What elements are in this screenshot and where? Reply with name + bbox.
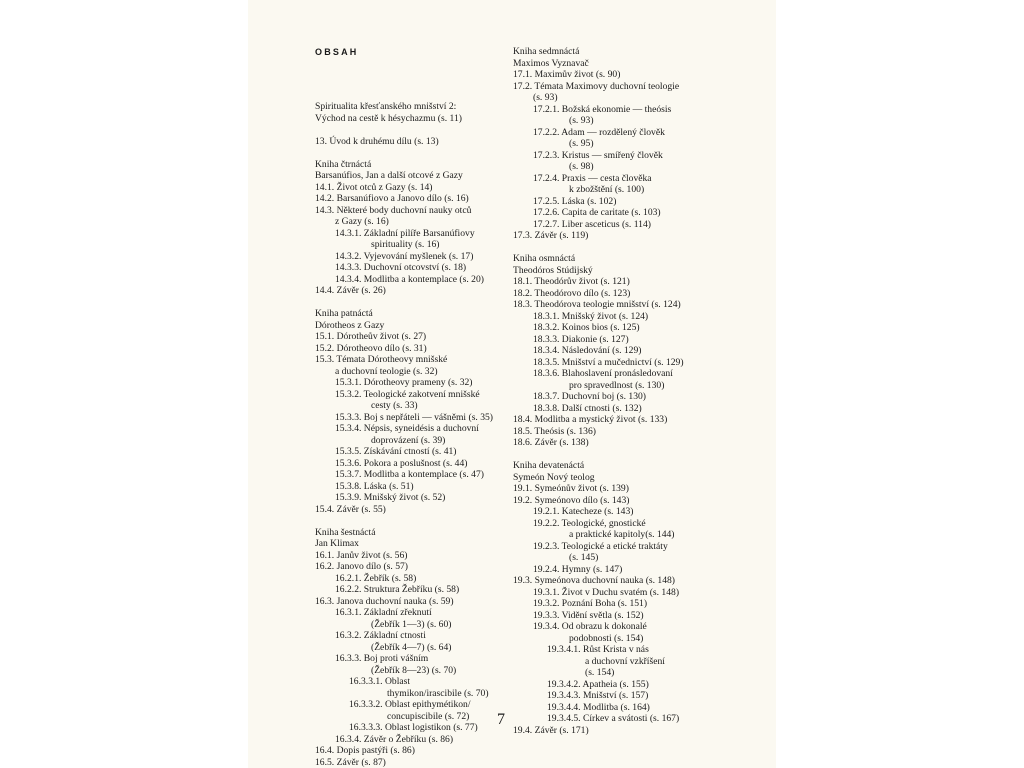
toc-entry: concupiscibile (s. 72)	[387, 710, 470, 722]
toc-entry: a duchovní teologie (s. 32)	[335, 365, 438, 377]
toc-entry: 18.2. Theodórovo dílo (s. 123)	[513, 287, 631, 299]
toc-entry: Kniha sedmnáctá	[513, 46, 580, 57]
toc-entry: 18.1. Theodórův život (s. 121)	[513, 276, 630, 287]
toc-entry: spirituality (s. 16)	[371, 239, 440, 250]
toc-entry: 15.3. Témata Dórotheovy mnišské	[315, 354, 448, 365]
toc-entry: Východ na cestě k hésychazmu (s. 11)	[315, 112, 462, 124]
page-number: 7	[497, 711, 505, 728]
toc-entry: 17.2. Témata Maximovy duchovní teologie	[513, 80, 680, 92]
toc-entry: 14.3. Některé body duchovní nauky otců	[315, 204, 472, 216]
toc-entry: 17.2.6. Capita de caritate (s. 103)	[533, 207, 661, 218]
toc-entry: Kniha patnáctá	[315, 308, 373, 319]
toc-entry: 16.2.1. Žebřík (s. 58)	[335, 572, 417, 584]
toc-entry: Maximos Vyznavač	[513, 57, 589, 69]
toc-entry: 14.3.1. Základní pilíře Barsanúfiovy	[335, 227, 475, 239]
toc-entry: 14.3.2. Vyjevování myšlenek (s. 17)	[335, 250, 474, 262]
toc-entry: 19.3.4. Od obrazu k dokonalé	[533, 621, 647, 632]
toc-entry: 17.3. Závěr (s. 119)	[513, 230, 589, 241]
toc-entry: a praktické kapitoly(s. 144)	[569, 529, 675, 540]
toc-entry: 18.3. Theodórova teologie mnišství (s. 124)	[513, 299, 681, 310]
toc-entry: 18.3.1. Mnišský život (s. 124)	[533, 310, 649, 322]
toc-entry: 15.3.5. Získávání ctností (s. 41)	[335, 446, 457, 457]
toc-entry: thymikon/irascibile (s. 70)	[387, 687, 489, 699]
toc-entry: (s. 95)	[569, 138, 594, 149]
toc-entry: 17.1. Maximův život (s. 90)	[513, 69, 621, 80]
toc-entry: 14.3.3. Duchovní otcovství (s. 18)	[335, 262, 467, 273]
toc-entry: 18.3.4. Následování (s. 129)	[533, 345, 642, 356]
toc-entry: 18.3.3. Diakonie (s. 127)	[533, 333, 629, 345]
toc-entry: cesty (s. 33)	[371, 400, 418, 411]
spacer	[315, 515, 515, 527]
spacer	[315, 297, 515, 309]
toc-entry: 19.3.2. Poznání Boha (s. 151)	[533, 598, 648, 609]
toc-entry: 16.4. Dopis pastýři (s. 86)	[315, 745, 415, 756]
toc-entry: (s. 93)	[569, 115, 594, 126]
spacer	[315, 124, 515, 136]
toc-entry: 18.6. Závěr (s. 138)	[513, 437, 589, 448]
toc-entry: 19.3.3. Vidění světla (s. 152)	[533, 609, 644, 621]
toc-entry: 17.2.1. Božská ekonomie — theósis	[533, 103, 672, 115]
toc-entry: 14.2. Barsanúfiovo a Janovo dílo (s. 16)	[315, 193, 469, 204]
toc-entry: Symeón Nový teolog	[513, 471, 595, 483]
toc-entry: k zbožštění (s. 100)	[569, 184, 645, 195]
toc-entry: Kniha šestnáctá	[315, 526, 376, 538]
toc-entry: Kniha osmnáctá	[513, 253, 576, 264]
toc-entry: 18.3.2. Koinos bios (s. 125)	[533, 322, 640, 333]
toc-entry: 19.3.4.2. Apatheia (s. 155)	[547, 678, 649, 690]
toc-entry: 17.2.5. Láska (s. 102)	[533, 195, 617, 207]
toc-entry: Theodóros Stúdijský	[513, 264, 593, 276]
toc-entry: 19.3.4.1. Růst Krista v nás	[547, 644, 649, 655]
toc-entry: 16.3.1. Základní zřeknutí	[335, 607, 432, 618]
toc-entry: 19.3. Symeónova duchovní nauka (s. 148)	[513, 575, 676, 586]
toc-entry: Kniha čtrnáctá	[315, 158, 372, 170]
toc-entry: 19.3.1. Život v Duchu svatém (s. 148)	[533, 586, 680, 598]
toc-entry: (s. 154)	[585, 667, 615, 678]
toc-entry: 16.3.2. Základní ctnosti	[335, 630, 426, 641]
toc-entry: 16.3. Janova duchovní nauka (s. 59)	[315, 595, 454, 607]
toc-entry: 15.3.9. Mnišský život (s. 52)	[335, 492, 446, 503]
toc-entry: 15.4. Závěr (s. 55)	[315, 503, 386, 515]
toc-entry: 18.3.8. Další ctnosti (s. 132)	[533, 402, 642, 414]
toc-entry: 18.4. Modlitba a mystický život (s. 133)	[513, 414, 668, 425]
toc-entry: (s. 93)	[533, 92, 558, 103]
spacer	[315, 147, 515, 159]
toc-entry: 15.3.8. Láska (s. 51)	[335, 480, 414, 492]
toc-entry: 16.3.3.2. Oblast epithymétikon/	[349, 699, 471, 710]
toc-entry: 15.2. Dórotheovo dílo (s. 31)	[315, 342, 427, 354]
toc-entry: Barsanúfios, Jan a další otcové z Gazy	[315, 170, 463, 181]
toc-entry: 19.4. Závěr (s. 171)	[513, 724, 589, 736]
toc-entry: 19.3.4.3. Mnišství (s. 157)	[547, 690, 649, 701]
toc-entry: (s. 145)	[569, 552, 599, 563]
toc-entry: 19.2.2. Teologické, gnostické	[533, 517, 646, 529]
toc-entry: (Žebřík 1—3) (s. 60)	[371, 618, 452, 630]
toc-entry: 14.4. Závěr (s. 26)	[315, 285, 386, 296]
toc-entry: 17.2.3. Kristus — smířený člověk	[533, 149, 663, 161]
toc-entry: 19.2.4. Hymny (s. 147)	[533, 563, 623, 575]
toc-entry: 16.3.3. Boj proti vášním	[335, 653, 429, 664]
toc-entry: 16.3.3.3. Oblast logistikon (s. 77)	[349, 722, 478, 733]
toc-entry: 19.1. Symeónův život (s. 139)	[513, 483, 629, 494]
toc-left-column	[315, 101, 515, 768]
toc-entry: 16.5. Závěr (s. 87)	[315, 756, 386, 768]
toc-entry: 18.3.6. Blahoslavení pronásledovaní	[533, 368, 673, 379]
toc-entry: 15.3.7. Modlitba a kontemplace (s. 47)	[335, 469, 484, 480]
toc-entry: 15.1. Dórotheův život (s. 27)	[315, 331, 427, 342]
toc-entry: podobnosti (s. 154)	[569, 632, 644, 644]
toc-entry: 16.3.4. Závěr o Žebříku (s. 86)	[335, 733, 454, 745]
toc-entry: 17.2.7. Liber asceticus (s. 114)	[533, 218, 651, 230]
toc-entry: Kniha devatenáctá	[513, 460, 585, 471]
toc-entry: 14.3.4. Modlitba a kontemplace (s. 20)	[335, 273, 484, 285]
toc-entry: 19.3.4.4. Modlitba (s. 164)	[547, 701, 650, 713]
toc-entry: Spiritualita křesťanského mnišství 2:	[315, 101, 457, 112]
toc-entry: doprovázení (s. 39)	[371, 434, 446, 446]
toc-entry: 15.3.6. Pokora a poslušnost (s. 44)	[335, 457, 468, 469]
toc-entry: Dórotheos z Gazy	[315, 319, 385, 331]
toc-entry: (Žebřík 8—23) (s. 70)	[371, 664, 457, 676]
toc-entry: 16.2. Janovo dílo (s. 57)	[315, 561, 409, 572]
toc-entry: 14.1. Život otců z Gazy (s. 14)	[315, 181, 433, 193]
toc-entry: 15.3.1. Dórotheovy prameny (s. 32)	[335, 377, 473, 388]
toc-entry: 19.2. Symeónovo dílo (s. 143)	[513, 494, 630, 506]
toc-entry: 15.3.4. Népsis, syneidésis a duchovní	[335, 423, 479, 434]
toc-entry: a duchovní vzkříšení	[585, 655, 665, 667]
toc-entry: 16.1. Janův život (s. 56)	[315, 549, 408, 561]
toc-entry: 17.2.2. Adam — rozdělený člověk	[533, 126, 665, 138]
toc-entry: 18.5. Theósis (s. 136)	[513, 425, 596, 437]
toc-entry: 16.2.2. Struktura Žebříku (s. 58)	[335, 584, 460, 595]
book-page	[248, 0, 776, 768]
toc-entry: (Žebřík 4—7) (s. 64)	[371, 641, 452, 653]
toc-entry: 19.2.1. Katecheze (s. 143)	[533, 506, 634, 517]
toc-entry: 13. Úvod k druhému dílu (s. 13)	[315, 135, 439, 147]
toc-entry: 19.2.3. Teologické a etické traktáty	[533, 540, 668, 552]
spacer	[513, 242, 743, 254]
toc-entry: 15.3.3. Boj s nepřáteli — vášněmi (s. 35)	[335, 411, 494, 423]
toc-entry: 19.3.4.5. Církev a svátosti (s. 167)	[547, 713, 680, 724]
toc-entry: (s. 98)	[569, 161, 594, 172]
toc-right-column	[513, 46, 743, 736]
toc-entry: z Gazy (s. 16)	[335, 216, 389, 227]
contents-heading: OBSAH	[315, 47, 359, 57]
toc-entry: 15.3.2. Teologické zakotvení mnišské	[335, 388, 480, 400]
toc-entry: 17.2.4. Praxis — cesta člověka	[533, 172, 652, 184]
toc-entry: Jan Klimax	[315, 538, 359, 549]
spacer	[513, 449, 743, 461]
toc-entry: pro spravedlnost (s. 130)	[569, 379, 665, 391]
toc-entry: 18.3.5. Mnišství a mučednictví (s. 129)	[533, 356, 684, 368]
toc-entry: 16.3.3.1. Oblast	[349, 676, 411, 687]
toc-entry: 18.3.7. Duchovní boj (s. 130)	[533, 391, 646, 402]
